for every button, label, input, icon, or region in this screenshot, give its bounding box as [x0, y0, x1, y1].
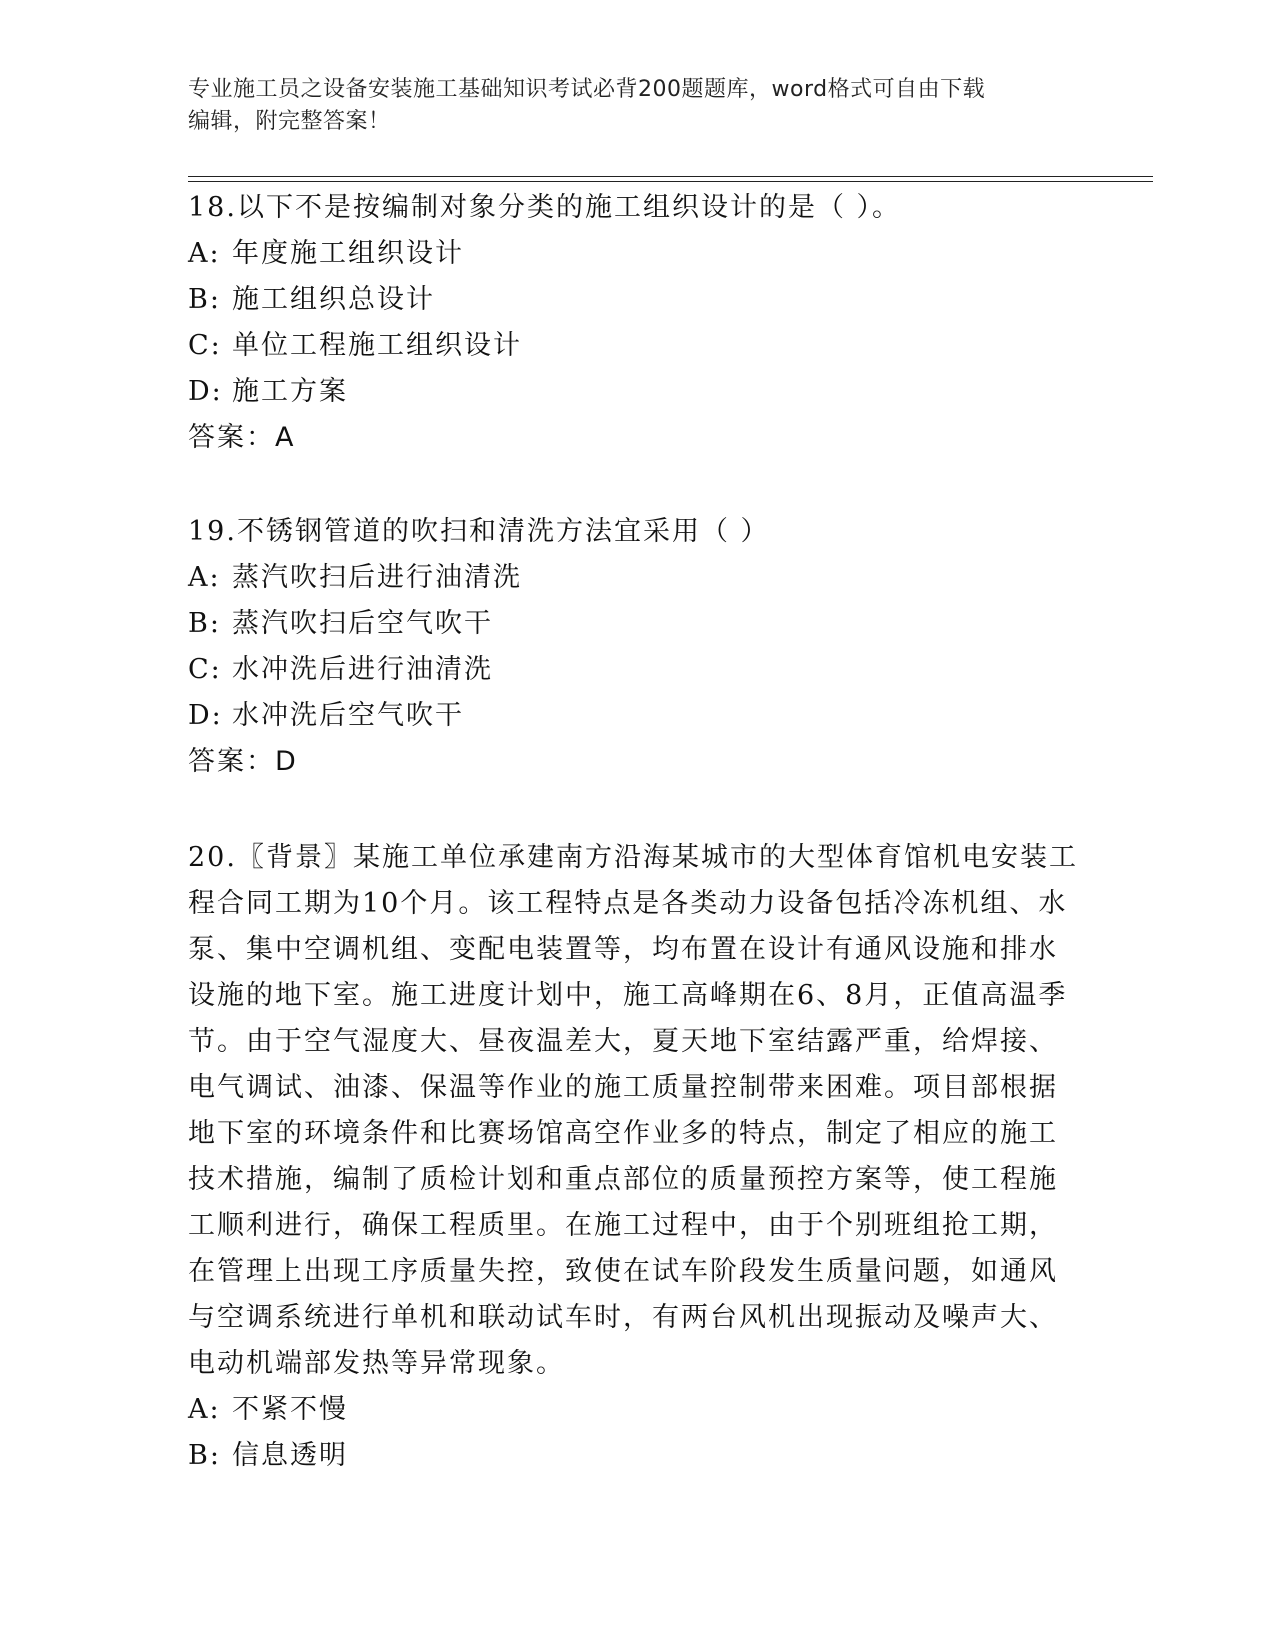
question-stem-line: 工顺利进行，确保工程质里。在施工过程中，由于个别班组抢工期，: [188, 1210, 1058, 1241]
question-stem: 18.以下不是按编制对象分类的施工组织设计的是（ ）。: [188, 192, 902, 223]
option-letter: B:: [188, 1440, 221, 1471]
question-stem-line: 技术措施，编制了质检计划和重点部位的质量预控方案等，使工程施: [188, 1164, 1058, 1195]
option-letter: D:: [188, 376, 223, 407]
option-text: 施工组织总设计: [232, 284, 435, 315]
question-stem-line: 与空调系统进行单机和联动试车时，有两台风机出现振动及噪声大、: [188, 1302, 1058, 1333]
option-c: [188, 647, 1088, 693]
option-letter: C:: [188, 654, 222, 685]
option-c: [188, 323, 1088, 369]
question-stem-line: 程合同工期为10个月。该工程特点是各类动力设备包括冷冻机组、水: [188, 888, 1068, 919]
option-text: 水冲洗后空气吹干: [232, 700, 464, 731]
option-text: 年度施工组织设计: [232, 238, 464, 269]
option-letter: A:: [188, 562, 221, 593]
option-letter: D:: [188, 700, 223, 731]
question-stem: 19.不锈钢管道的吹扫和清洗方法宜采用（ ）: [188, 516, 770, 547]
question-stem-line: 泵、集中空调机组、变配电装置等，均布置在设计有通风设施和排水: [188, 934, 1058, 965]
option-letter: B:: [188, 284, 221, 315]
question-18: [188, 185, 1088, 461]
header-divider-bottom: [188, 181, 1153, 182]
question-list: [188, 185, 1088, 1479]
option-a: [188, 555, 1088, 601]
header-divider-top: [188, 176, 1153, 177]
answer-label: 答案：A: [188, 422, 296, 453]
question-19: [188, 509, 1088, 785]
spacer: [188, 785, 1088, 835]
option-text: 蒸汽吹扫后空气吹干: [232, 608, 493, 639]
question-stem-line: 电气调试、油漆、保温等作业的施工质量控制带来困难。项目部根据: [188, 1072, 1058, 1103]
document-header: [188, 74, 1068, 138]
question-20: [188, 835, 1088, 1479]
option-text: 单位工程施工组织设计: [232, 330, 522, 361]
option-text: 信息透明: [232, 1440, 348, 1471]
question-stem-line: 在管理上出现工序质量失控，致使在试车阶段发生质量问题，如通风: [188, 1256, 1058, 1287]
header-title-line-1: 专业施工员之设备安装施工基础知识考试必背200题题库，word格式可自由下载: [188, 77, 986, 102]
option-text: 施工方案: [232, 376, 348, 407]
option-letter: B:: [188, 608, 221, 639]
option-a: [188, 231, 1088, 277]
option-d: [188, 369, 1088, 415]
question-stem-line: 电动机端部发热等异常现象。: [188, 1348, 565, 1379]
header-title-line-2: 编辑，附完整答案！: [188, 109, 391, 134]
option-text: 不紧不慢: [232, 1394, 348, 1425]
option-b: [188, 601, 1088, 647]
question-stem-line: 地下室的环境条件和比赛场馆高空作业多的特点，制定了相应的施工: [188, 1118, 1058, 1149]
option-a: [188, 1387, 1088, 1433]
answer-label: 答案：D: [188, 746, 298, 777]
question-stem-line: 20.〖背景〗某施工单位承建南方沿海某城市的大型体育馆机电安装工: [188, 842, 1078, 873]
option-text: 蒸汽吹扫后进行油清洗: [232, 562, 522, 593]
option-b: [188, 277, 1088, 323]
option-b: [188, 1433, 1088, 1479]
question-stem-line: 设施的地下室。施工进度计划中，施工高峰期在6、8月，正值高温季: [188, 980, 1068, 1011]
option-d: [188, 693, 1088, 739]
option-letter: A:: [188, 1394, 221, 1425]
option-text: 水冲洗后进行油清洗: [232, 654, 493, 685]
option-letter: A:: [188, 238, 221, 269]
question-stem-line: 节。由于空气湿度大、昼夜温差大，夏天地下室结露严重，给焊接、: [188, 1026, 1058, 1057]
spacer: [188, 461, 1088, 509]
option-letter: C:: [188, 330, 222, 361]
